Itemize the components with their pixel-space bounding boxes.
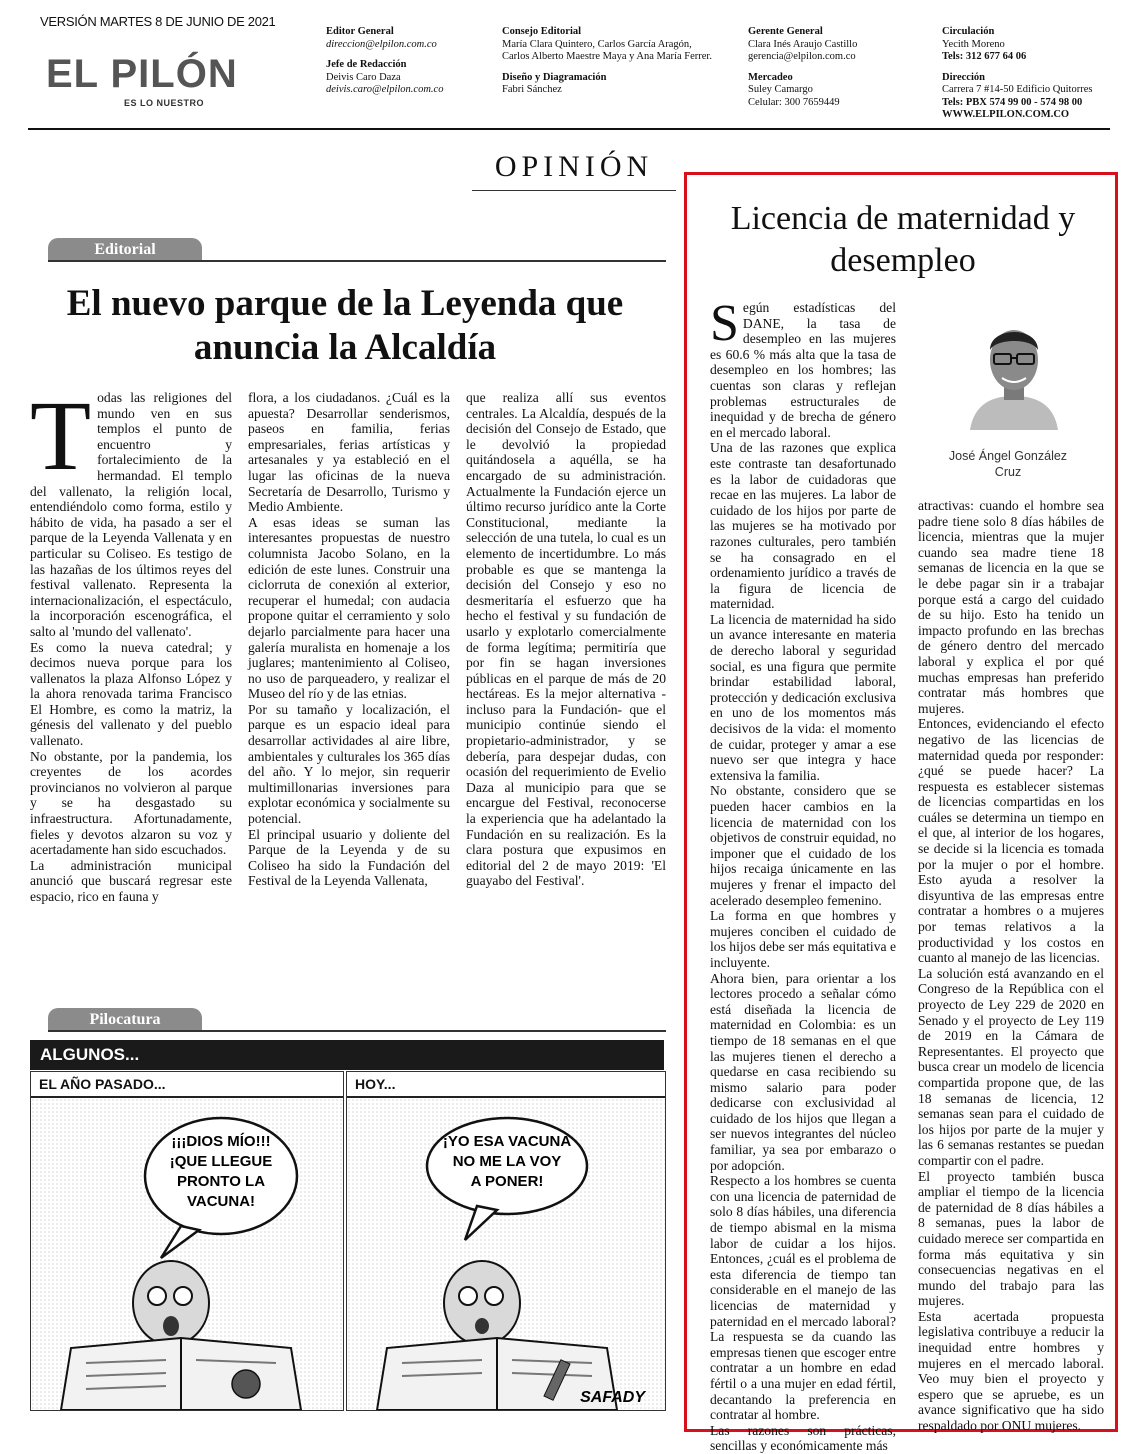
editorial-headline: El nuevo parque de la Leyenda que anuncia la Alcaldía [66, 283, 624, 368]
paragraph: Es como la nueva catedral; y decimos nueva porque para los vallenatos la plaza Alfonso López y la ahora renovada tarima Francisco El Hombre, es como la matriz, la génesis del vallenato y del pueblo vallenato. [30, 639, 232, 749]
panel-caption: HOY... [347, 1072, 665, 1098]
cartoon-illustration-2 [347, 1098, 665, 1410]
speech-bubble-line: NO ME LA VOY [452, 1153, 562, 1170]
paragraph: La solución está avanzando en el Congreso de la República con el proyecto de Ley 229 de 2020 en Senado y el proyecto de Ley 119 de 2019 en la Cámara de Representantes. El proyecto que busca crear un modelo de licencia compartida propone que, de las 18 semanas de licencia, 12 semanas sean para el cuidado de los hijos por parte de la mujer y las 6 semanas restantes se puedan compartir con el padre. [918, 965, 1104, 1168]
masthead-credits-contact [942, 26, 1122, 122]
masthead-credits-editors [326, 26, 486, 97]
cartoon-illustration-1 [31, 1098, 343, 1410]
paragraph: Ahora bien, para orientar a los lectores procedo a señalar cómo está diseñada la licencia de maternidad en Colombia: es un tiempo de 18 semanas en el que las mujeres tienen el derecho a quedarse en casa recibiendo su mismo salario para poder dedicarse con exclusividad al cuidado de los hijos que llegan a ser nuevos integrantes del núcleo familiar, ya sea por embarazo o por adopción. [710, 970, 896, 1173]
masthead-credits-management [748, 26, 918, 109]
credit-email: gerencia@elpilon.com.co [748, 51, 856, 62]
credit-label: Mercadeo [748, 71, 793, 83]
credit-name: Yecith Moreno [942, 38, 1005, 50]
editorial-rule [48, 260, 666, 262]
paragraph: El principal usuario y doliente del Parque de la Leyenda y de su Coliseo ha sido la Fundación del Festival de la Leyenda Vallenata, [248, 826, 450, 889]
credit-phone: Celular: 300 7659449 [748, 96, 840, 108]
credit-name: Deivis Caro Daza [326, 71, 401, 83]
column-text-2 [918, 498, 1104, 1434]
credit-label: Dirección [942, 71, 985, 83]
credit-phone: Tels: 312 677 64 06 [942, 51, 1027, 62]
paragraph: atractivas: cuando el hombre sea padre tiene solo 8 días hábiles de licencia, mientras que la mujer cuando sea madre tiene 18 semanas de licencia en la que se le debe pagar sin ir a trabajar porque está a cargo del cuidado de su hijo. Esto ha tenido un impacto profundo en las brechas de género dentro del mercado laboral y explica el por qué muchas empresas han preferido contratar más hombres que mujeres. [918, 498, 1104, 716]
paragraph: egún estadísticas del DANE, la tasa de desempleo en las mujeres es 60.6 % más alta que la tasa de desempleo en los hombres; las cuentas son claras y reflejan problemas estructurales de inequidad y de brecha de género en el mercado laboral. [710, 300, 896, 440]
credit-name: Fabri Sánchez [502, 84, 562, 95]
cartoon-rule [48, 1030, 666, 1032]
paragraph: Por su tamaño y localización, el parque es un espacio ideal para desarrollar actividades al aire libre, ambientales y culturales los 365 días del año. Y lo mejor, sin requerir multimillonarias inversiones para explotar económica y socialmente su potencial. [248, 701, 450, 827]
editorial-column-3 [466, 390, 666, 889]
section-title: OPINIÓN [494, 150, 654, 183]
panel-caption: EL AÑO PASADO... [31, 1072, 343, 1098]
paragraph: La administración municipal anunció que buscará regresar este espacio, rico en fauna y [30, 857, 232, 904]
paragraph: No obstante, considero que se pueden hacer cambios en la licencia de maternidad con los objetivos de construir equidad, no imponer que el cuidado de los hijos recaiga únicamente en las mujeres y frenar el impacto del acelerado desempleo femenino. [710, 783, 896, 908]
author-portrait-illustration [962, 312, 1066, 430]
paragraph: que realiza allí sus eventos centrales. La Alcaldía, después de la decisión del Consejo de Estado, que le devolvió la propiedad quitándosela a aquélla, se ha encargado de su administración. Actualmente la Fundación ejerce un último recurso jurídico ante la Corte Constitucional, mediante la selección de una tutela, lo cual es un elemento de incertidumbre. Lo más probable es que se mantenga la decisión del Consejo y eso no desmeritaría el esfuerzo que ha hecho el festival y su fundación de usarlo y explotarlo comercialmente de forma legítima; permitiría que por fin se hagan inversiones públicas en el parque de más de 20 hectáreas. Es la mejor alternativa -incluso para la Fundación- que el municipio continúe siendo el propietario-administrador, y se debería, para despejar dudas, con ocasión del requerimiento de Evelio Daza al municipio para que se encargue del Festival, reconocerse la experiencia que ha adelantado la Fundación en su realización. Es la clara postura que expusimos en editorial del 2 de mayo 2019: 'El guayabo del Festival'. [466, 390, 666, 889]
paragraph: Las razones son prácticas, sencillas y económicamente más [710, 1422, 896, 1454]
credit-phone: Tels: PBX 574 99 00 - 574 98 00 [942, 96, 1083, 108]
newspaper-tagline: ES LO NUESTRO [124, 98, 205, 108]
editorial-column-1 [30, 380, 232, 905]
paragraph: Esta acertada propuesta legislativa contribuye a reducir la inequidad entre hombres y mujeres en el mercado laboral. Veo muy bien el proyecto y espero que se apruebe, es un avance significativo que ha sido respaldado por ONU mujeres. [918, 1308, 1104, 1434]
author-byline [918, 448, 1098, 480]
drop-cap: T [30, 380, 92, 491]
paragraph: Una de las razones que explica este contraste tan desafortunado es la labor de cuidadoras que recae en las mujeres. La labor de cuidado de los hijos por parte de las mujeres se ha motivado por razones culturales, pero también se ha consagrado en el ordenamiento jurídico a través de la figura de licencia de maternidad. [710, 440, 896, 612]
paragraph: A esas ideas se suman las interesantes propuestas de nuestro columnista Jacobo Solano, en la edición de este lunes. Construir una ciclorruta de conexión al exterior, recuperar el humedal; con audacia propone quitar el cerramiento y solo dejarlo parcialmente para hacer una galería muralista en homenaje a los juglares; mantenimiento al Coliseo, no uso de parqueadero, y realizar el Museo del río y de las etnias. [248, 514, 450, 702]
paragraph: No obstante, por la pandemia, los creyentes de los acordes provincianos no volvieron al parque y se ha desgastado su infraestructura. Afortunadamente, fieles y devotos alzaron su voz y acertadamente han sido escuchados. [30, 748, 232, 858]
cartoon-strip-title: ALGUNOS... [40, 1045, 140, 1064]
credit-name: Clara Inés Araujo Castillo [748, 38, 858, 50]
credit-email: direccion@elpilon.com.co [326, 38, 437, 50]
credit-label: Diseño y Diagramación [502, 71, 607, 83]
column-text-1 [710, 295, 896, 1454]
credit-name: Suley Camargo [748, 84, 813, 95]
credit-label: Circulación [942, 26, 995, 37]
cartoonist-signature: SAFADY [580, 1389, 645, 1406]
masthead-credits-board [502, 26, 716, 97]
cartoon-tab: Pilocatura [48, 1008, 202, 1030]
website-link[interactable]: WWW.ELPILON.COM.CO [942, 109, 1070, 120]
paragraph: Entonces, evidenciando el efecto negativo de las licencias de maternidad queda por responder: ¿qué se puede hacer? La respuesta es establecer sistemas de licencias compartidas en los cuáles se determina un tiempo en el que, al interior de los hogares, se decide si la licencia es tomada por la mujer o por el hombre. Esto ayuda a resolver la disyuntiva de las empresas entre contratar a hombres o a mujeres por temas relativos a la productividad y los costos en cuanto al manejo de las licencias. [918, 716, 1104, 966]
author-lastname: Cruz [994, 465, 1022, 479]
cartoon-panel-1 [30, 1071, 344, 1411]
speech-bubble-line: ¡¡¡DIOS MÍO!!! [171, 1133, 271, 1150]
cartoon-strip-header [30, 1040, 664, 1070]
column-title: Licencia de maternidad y desempleo [730, 200, 1076, 279]
section-underline [472, 190, 676, 191]
paragraph: La licencia de maternidad ha sido un avance interesante en materia de derecho laboral y seguridad social, es una figura que permite brindar estabilidad laboral, protección y dedicación exclusiva en uno de los momentos más decisivos de la vida: el momento de cuidar, proteger y amar a ese nuevo ser que integra y hace extensiva la familia. [710, 611, 896, 783]
author-photo [962, 312, 1066, 430]
credit-label: Editor General [326, 26, 394, 37]
paragraph: El proyecto también busca ampliar el tiempo de la licencia de paternidad de 8 días hábiles a 8 semanas, pues la labor de cuidado merece ser compartida en forma más equitativa y sin consecuencias negativas en el mundo del trabajo para las mujeres. [918, 1168, 1104, 1309]
author-name: José Ángel González [948, 449, 1068, 463]
credit-label: Jefe de Redacción [326, 59, 407, 70]
speech-bubble-line: ¡QUE LLEGUE [169, 1153, 273, 1170]
credit-label: Consejo Editorial [502, 26, 582, 37]
speech-bubble-line: A PONER! [470, 1173, 544, 1190]
credit-address: Carrera 7 #14-50 Edificio Quitorres [942, 84, 1093, 95]
paragraph: odas las religiones del mundo ven en sus templos el punto de encuentro y fortalecimiento de la hermandad. El templo del vallenato, la religión local, entendiéndolo como forma, estilo y hábito de vida, ha pasado a ser el parque de la Leyenda Vallenata y en particular su Coliseo. Es testigo de las hazañas de los últimos reyes del festival vallenato. Representa la internacionalización, el espectáculo, la incorporación escenográfica, el salto al 'mundo del vallenato'. [30, 390, 232, 639]
newspaper-logo: EL PILÓN [46, 52, 238, 96]
cartoon-panel-2 [346, 1071, 666, 1411]
paragraph: La forma en que hombres y mujeres conciben el cuidado de los hijos debe ser más equitativa e incluyente. [710, 908, 896, 970]
editorial-tab: Editorial [48, 238, 202, 260]
speech-bubble-line: PRONTO LA [176, 1173, 266, 1190]
speech-bubble-line: ¡YO ESA VACUNA [442, 1133, 572, 1150]
credit-name: María Clara Quintero, Carlos García Aragón, Carlos Alberto Maestre Maya y Ana María Ferrer. [502, 38, 712, 62]
masthead-divider [28, 128, 1110, 130]
credit-label: Gerente General [748, 26, 823, 37]
speech-bubble-line: VACUNA! [186, 1193, 256, 1210]
edition-date: VERSIÓN MARTES 8 DE JUNIO DE 2021 [40, 14, 276, 29]
paragraph: flora, a los ciudadanos. ¿Cuál es la apuesta? Desarrollar senderismos, paseos en familia, ferias empresariales, ferias artísticas y artesanales y ya estableció en el lugar las oficinas de la nueva Secretaría de Desarrollo, Turismo y Medio Ambiente. [248, 390, 450, 515]
paragraph: Respecto a los hombres se cuenta con una licencia de paternidad de solo 8 días hábiles, una diferencia de tiempo abismal en la misma labor de cuidar a los hijos. Entonces, ¿cuál es el problema de esta diferencia de tiempo tan considerable en el manejo de las licencias de maternidad y paternidad en el mercado laboral? La respuesta se da cuando las empresas tienen que escoger entre contratar a un hombre en edad fértil o a una mujer en edad fértil, decantando la preferencia en contratar al hombre. [710, 1173, 896, 1423]
editorial-column-2 [248, 390, 450, 889]
credit-email: deivis.caro@elpilon.com.co [326, 84, 444, 95]
drop-cap: S [710, 295, 739, 352]
